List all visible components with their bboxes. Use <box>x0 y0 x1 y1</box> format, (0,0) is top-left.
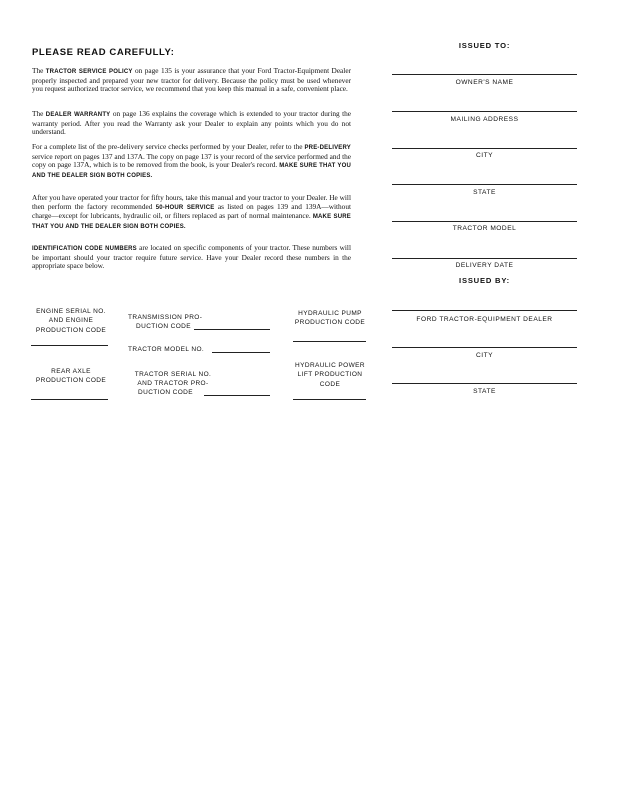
page-heading: PLEASE READ CAREFULLY: <box>32 47 175 58</box>
dealer-city-label: CITY <box>475 352 494 359</box>
city-line[interactable] <box>392 148 577 149</box>
paragraph-pre-delivery <box>32 143 351 180</box>
tractor-serial-label: TRACTOR SERIAL NO. AND TRACTOR PRO- <box>134 371 212 388</box>
engine-serial-line[interactable] <box>31 345 108 346</box>
p2-keyword: DEALER WARRANTY <box>45 112 111 118</box>
dealer-label: FORD TRACTOR-EQUIPMENT DEALER <box>416 316 553 323</box>
hydraulic-pump-line[interactable] <box>293 341 366 342</box>
engine-serial-label: ENGINE SERIAL NO. AND ENGINE PRODUCTION CODE <box>35 308 107 334</box>
p3-keyword: PRE-DELIVERY <box>304 145 351 151</box>
rear-axle-line[interactable] <box>31 399 108 400</box>
state-label: STATE <box>473 189 496 196</box>
transmission-label-1: TRANSMISSION PRO- <box>128 314 203 321</box>
p5-text-b: are located on specific components of your tractor. These numbers will be important should your tractor require future service. Have your Dealer record these numbers in the appropriate space below. <box>32 243 351 271</box>
tractor-model-no-label: TRACTOR MODEL NO. <box>128 346 205 353</box>
tractor-model-label: TRACTOR MODEL <box>452 225 517 232</box>
p2-text-a: The <box>32 109 46 118</box>
p3-keyword-sign: MAKE SURE THAT YOU AND THE DEALER SIGN BOTH COPIES. <box>32 163 351 179</box>
tractor-model-line[interactable] <box>392 221 577 222</box>
owner-name-label: OWNER'S NAME <box>455 79 514 86</box>
tractor-serial-line[interactable] <box>204 395 270 396</box>
dealer-city-line[interactable] <box>392 347 577 348</box>
dealer-line[interactable] <box>392 310 577 311</box>
p1-keyword: TRACTOR SERVICE POLICY <box>45 69 133 75</box>
city-label: CITY <box>475 152 494 159</box>
transmission-label-2: DUCTION CODE <box>136 323 191 330</box>
owner-name-line[interactable] <box>392 74 577 75</box>
dealer-state-line[interactable] <box>392 383 577 384</box>
issued-to-heading: ISSUED TO: <box>458 41 511 50</box>
p4-keyword: 50-HOUR SERVICE <box>155 204 215 211</box>
mailing-address-line[interactable] <box>392 111 577 112</box>
state-line[interactable] <box>392 184 577 185</box>
transmission-line[interactable] <box>194 329 270 330</box>
p2-text-b: on page 136 explains the coverage which is extended to your tractor during the warranty period. After you read the Warranty ask your Dealer to explain any points which you do not understand. <box>32 109 352 137</box>
hydraulic-pump-label: HYDRAULIC PUMP PRODUCTION CODE <box>294 310 366 327</box>
issued-by-heading: ISSUED BY: <box>459 276 510 285</box>
paragraph-service-policy <box>32 67 351 94</box>
p3-text-a: For a complete list of the pre-delivery service checks performed by your Dealer, refer to the <box>32 142 305 151</box>
rear-axle-label: REAR AXLE PRODUCTION CODE <box>35 368 107 385</box>
mailing-address-label: MAILING ADDRESS <box>450 116 519 123</box>
tractor-model-no-line[interactable] <box>212 352 270 353</box>
p3-text-b: service report on pages 137 and 137A. The copy on page 137 is your record of the service performed and the copy on page 137A, which is to be removed from the book, is your Dealer's record. <box>32 151 351 170</box>
paragraph-identification-codes <box>32 244 351 271</box>
p1-text-b: on page 135 is your assurance that your Ford Tractor-Equipment Dealer properly inspected and prepared your new tractor for delivery. Because the policy must be used whenever you request authorized tractor service, we recommend that you keep this manual in a safe, convenient place. <box>32 66 351 94</box>
p5-keyword: IDENTIFICATION CODE NUMBERS <box>32 246 137 252</box>
hydraulic-lift-line[interactable] <box>293 399 366 400</box>
paragraph-50-hour-service <box>32 194 351 231</box>
hydraulic-lift-label: HYDRAULIC POWER LIFT PRODUCTION CODE <box>295 362 365 388</box>
dealer-state-label: STATE <box>473 388 496 395</box>
delivery-date-line[interactable] <box>392 258 577 259</box>
delivery-date-label: DELIVERY DATE <box>455 262 514 269</box>
tractor-serial-label-2: DUCTION CODE <box>138 389 193 396</box>
p4-text-b: as listed on pages 139 and 139A—without charge—except for lubricants, hydraulic oil, or filters replaced as part of normal maintenance. <box>32 201 352 221</box>
p4-keyword-sign: MAKE SURE THAT YOU AND THE DEALER SIGN BOTH COPIES. <box>32 214 351 230</box>
paragraph-dealer-warranty <box>32 110 351 137</box>
p4-text-a: After you have operated your tractor for fifty hours, take this manual and your tractor to your Dealer. He will then perform the factory recommended <box>32 193 351 211</box>
p1-text-a: The <box>32 66 46 75</box>
